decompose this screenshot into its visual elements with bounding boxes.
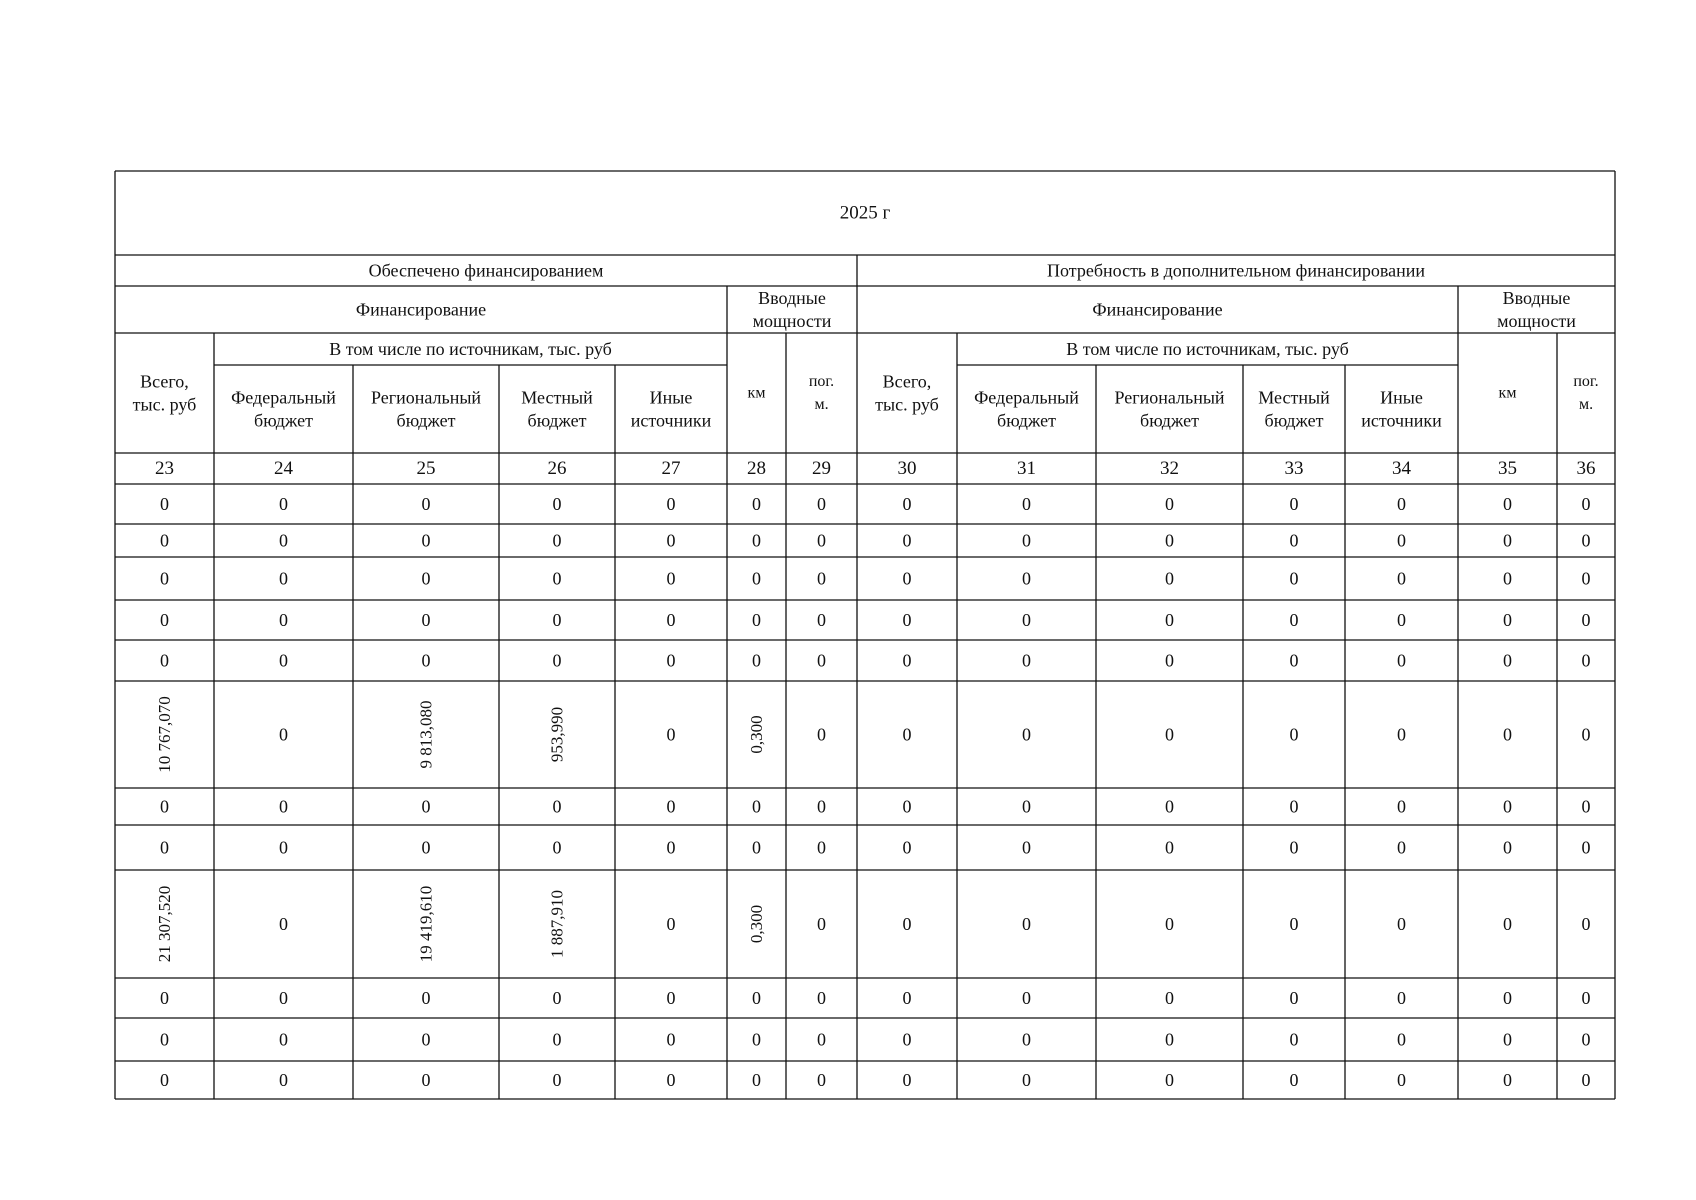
table-cell: 0 xyxy=(421,650,431,671)
table-cell: 19 419,610 xyxy=(416,885,436,963)
sources-header-right: В том числе по источникам, тыс. руб xyxy=(1066,339,1349,359)
table-cell: 0 xyxy=(1397,494,1406,514)
table-cell: 0 xyxy=(279,724,288,745)
table-cell: 0 xyxy=(902,610,912,630)
table-cell: 0 xyxy=(902,1070,912,1090)
table-cell: 0 xyxy=(1289,837,1299,858)
table-cell: 0 xyxy=(1503,914,1512,934)
table-cell: 0 xyxy=(1581,650,1591,671)
table-cell: 0 xyxy=(1503,988,1512,1008)
table-cell: 0 xyxy=(1397,724,1406,745)
table-cell: 0 xyxy=(752,610,761,630)
table-cell: 0 xyxy=(1289,724,1299,745)
table-cell: 0 xyxy=(1397,914,1406,934)
table-cell: 0 xyxy=(1289,610,1299,630)
table-cell: 0 xyxy=(902,568,912,589)
table-cell: 0 xyxy=(1289,650,1299,671)
table-cell: 0 xyxy=(160,796,169,817)
column-number: 28 xyxy=(747,458,766,479)
table-cell: 0 xyxy=(552,988,562,1008)
table-cell: 0 xyxy=(902,724,912,745)
table-cell: 0 xyxy=(1022,568,1031,589)
table-cell: 0 xyxy=(279,530,288,551)
table-cell: 0 xyxy=(279,568,288,589)
table-cell: 0,300 xyxy=(747,715,766,754)
col-header-regional: бюджет xyxy=(396,410,456,431)
table-cell: 0 xyxy=(817,568,826,589)
table-cell: 0 xyxy=(666,494,676,514)
col-header-total: тыс. руб xyxy=(875,394,939,415)
table-cell: 0 xyxy=(279,1029,288,1050)
column-number: 32 xyxy=(1160,458,1179,479)
table-cell: 0 xyxy=(1581,610,1591,630)
sources-header-left: В том числе по источникам, тыс. руб xyxy=(329,339,612,359)
table-cell: 0 xyxy=(1581,1070,1591,1090)
table-cell: 0 xyxy=(1022,1029,1031,1050)
table-cell: 0 xyxy=(1503,610,1512,630)
table-cell: 0 xyxy=(421,988,431,1008)
column-number: 33 xyxy=(1284,458,1304,479)
table-cell: 21 307,520 xyxy=(155,885,174,963)
col-header-local: бюджет xyxy=(1264,410,1324,431)
column-number: 29 xyxy=(812,458,831,479)
table-cell: 0 xyxy=(817,724,826,745)
table-cell: 0 xyxy=(1165,494,1174,514)
table-cell: 0 xyxy=(160,988,169,1008)
table-cell: 0 xyxy=(902,1029,912,1050)
col-header-federal: бюджет xyxy=(997,410,1056,431)
table-cell: 0 xyxy=(552,1070,562,1090)
table-cell: 0 xyxy=(1022,914,1031,934)
column-number: 35 xyxy=(1498,458,1517,479)
table-cell: 0 xyxy=(666,837,676,858)
table-cell: 0 xyxy=(1503,650,1512,671)
col-header-regional: Региональный xyxy=(370,387,482,408)
table-cell: 0 xyxy=(666,914,676,934)
column-number: 30 xyxy=(897,458,917,479)
table-cell: 0 xyxy=(1289,1070,1299,1090)
table-cell: 0 xyxy=(1581,796,1591,817)
table-cell: 0 xyxy=(752,530,761,551)
table-cell: 0 xyxy=(279,837,288,858)
table-cell: 0 xyxy=(752,1070,761,1090)
table-cell: 0 xyxy=(902,796,912,817)
table-cell: 0 xyxy=(421,610,431,630)
table-cell: 0 xyxy=(666,610,676,630)
table-cell: 0,300 xyxy=(747,904,766,944)
table-cell: 0 xyxy=(1165,724,1174,745)
table-cell: 0 xyxy=(552,796,562,817)
financing-header-right: Финансирование xyxy=(1092,299,1223,320)
table-cell: 0 xyxy=(902,988,912,1008)
table-cell: 0 xyxy=(817,1070,826,1090)
table-cell: 0 xyxy=(279,914,288,934)
table-cell: 0 xyxy=(1165,796,1174,817)
table-cell: 0 xyxy=(1397,837,1406,858)
table-cell: 0 xyxy=(666,568,676,589)
col-header-pog-m: м. xyxy=(1578,396,1594,413)
table-cell: 0 xyxy=(552,494,562,514)
table-cell: 0 xyxy=(279,1070,288,1090)
table-cell: 0 xyxy=(160,650,169,671)
table-cell: 0 xyxy=(817,837,826,858)
table-cell: 0 xyxy=(752,1029,761,1050)
table-cell: 0 xyxy=(1022,494,1031,514)
col-header-pog-m: пог. xyxy=(808,373,835,390)
table-cell: 0 xyxy=(421,1029,431,1050)
table-cell: 0 xyxy=(1165,988,1174,1008)
table-cell: 10 767,070 xyxy=(155,696,174,773)
table-cell: 0 xyxy=(1165,530,1174,551)
table-cell: 0 xyxy=(666,530,676,551)
table-cell: 0 xyxy=(752,796,761,817)
table-cell: 0 xyxy=(552,650,562,671)
table-cell: 0 xyxy=(552,837,562,858)
table-cell: 9 813,080 xyxy=(416,700,436,769)
table-cell: 0 xyxy=(279,610,288,630)
table-cell: 1 887,910 xyxy=(547,890,567,958)
col-header-local: Местный xyxy=(1258,387,1330,408)
table-cell: 0 xyxy=(1503,494,1512,514)
table-cell: 0 xyxy=(1503,568,1512,589)
col-header-other: источники xyxy=(1361,410,1442,431)
table-cell: 0 xyxy=(1022,988,1031,1008)
table-cell: 0 xyxy=(160,610,169,630)
table-cell: 0 xyxy=(1397,1029,1406,1050)
table-cell: 0 xyxy=(1397,1070,1406,1090)
table-cell: 0 xyxy=(1165,1070,1174,1090)
table-cell: 0 xyxy=(1581,494,1591,514)
table-cell: 0 xyxy=(552,568,562,589)
col-header-federal: Федеральный xyxy=(974,387,1079,408)
col-header-other: источники xyxy=(630,410,712,431)
col-header-regional: Региональный xyxy=(1114,387,1225,408)
col-header-local: бюджет xyxy=(527,410,587,431)
col-header-pog-m: пог. xyxy=(1573,373,1599,390)
table-cell: 0 xyxy=(552,610,562,630)
table-cell: 0 xyxy=(902,650,912,671)
table-cell: 0 xyxy=(1289,568,1299,589)
capacity-header-left: Вводные xyxy=(758,288,826,308)
table-cell: 0 xyxy=(817,610,826,630)
col-header-total: Всего, xyxy=(882,371,932,392)
table-cell: 0 xyxy=(666,650,676,671)
col-header-pog-m: м. xyxy=(814,396,829,413)
group-funded-header: Обеспечено финансированием xyxy=(368,260,604,281)
table-cell: 0 xyxy=(1022,1070,1031,1090)
table-cell: 0 xyxy=(279,494,288,514)
col-header-km: км xyxy=(1498,384,1517,402)
column-number: 24 xyxy=(274,458,293,479)
table-cell: 0 xyxy=(1503,1029,1512,1050)
table-cell: 0 xyxy=(160,530,169,551)
column-number: 26 xyxy=(547,458,567,479)
table-cell: 0 xyxy=(1289,1029,1299,1050)
table-cell: 0 xyxy=(279,796,288,817)
table-cell: 0 xyxy=(752,988,761,1008)
table-cell: 0 xyxy=(421,568,431,589)
table-cell: 0 xyxy=(1289,494,1299,514)
col-header-km: км xyxy=(747,384,766,402)
table-cell: 0 xyxy=(1581,530,1591,551)
col-header-total: тыс. руб xyxy=(132,394,197,415)
group-needed-header: Потребность в дополнительном финансировании xyxy=(1047,260,1425,281)
table-cell: 0 xyxy=(752,837,761,858)
table-cell: 0 xyxy=(1165,1029,1174,1050)
table-cell: 0 xyxy=(160,1029,169,1050)
table-cell: 0 xyxy=(1022,530,1031,551)
table-cell: 0 xyxy=(160,1070,169,1090)
table-cell: 0 xyxy=(1397,610,1406,630)
col-header-total: Всего, xyxy=(140,371,189,392)
col-header-local: Местный xyxy=(521,387,593,408)
table-cell: 0 xyxy=(752,650,761,671)
col-header-other: Иные xyxy=(649,387,693,408)
col-header-federal: Федеральный xyxy=(231,387,336,408)
column-number: 23 xyxy=(155,458,174,479)
table-cell: 0 xyxy=(1397,650,1406,671)
table-cell: 0 xyxy=(1022,796,1031,817)
table-cell: 0 xyxy=(1503,837,1512,858)
table-cell: 0 xyxy=(902,914,912,934)
table-cell: 0 xyxy=(1503,796,1512,817)
table-cell: 0 xyxy=(1581,837,1591,858)
financing-header-left: Финансирование xyxy=(355,299,487,320)
table-cell: 0 xyxy=(1289,796,1299,817)
table-cell: 0 xyxy=(1289,914,1299,934)
column-number: 31 xyxy=(1017,458,1036,479)
table-cell: 0 xyxy=(421,494,431,514)
table-cell: 0 xyxy=(666,796,676,817)
table-cell: 0 xyxy=(666,724,676,745)
table-cell: 0 xyxy=(421,530,431,551)
column-number: 34 xyxy=(1392,458,1411,479)
table-cell: 0 xyxy=(1581,724,1591,745)
table-cell: 0 xyxy=(1022,724,1031,745)
column-number: 27 xyxy=(661,458,681,479)
table-cell: 0 xyxy=(1397,530,1406,551)
table-cell: 0 xyxy=(1581,914,1591,934)
col-header-other: Иные xyxy=(1380,387,1423,408)
column-number: 25 xyxy=(416,458,436,479)
col-header-federal: бюджет xyxy=(254,410,313,431)
table-cell: 0 xyxy=(1397,988,1406,1008)
table-cell: 0 xyxy=(817,1029,826,1050)
table-cell: 0 xyxy=(1581,568,1591,589)
col-header-regional: бюджет xyxy=(1140,410,1199,431)
table-cell: 0 xyxy=(1503,724,1512,745)
table-cell: 0 xyxy=(817,796,826,817)
table-cell: 0 xyxy=(279,650,288,671)
table-cell: 0 xyxy=(1165,568,1174,589)
table-cell: 0 xyxy=(552,1029,562,1050)
table-cell: 0 xyxy=(1022,837,1031,858)
table-cell: 0 xyxy=(752,494,761,514)
year-title: 2025 г xyxy=(839,202,891,224)
table-cell: 0 xyxy=(160,837,169,858)
table-cell: 0 xyxy=(552,530,562,551)
table-cell: 0 xyxy=(1165,650,1174,671)
table-cell: 0 xyxy=(666,1029,676,1050)
table-cell: 953,990 xyxy=(547,706,567,763)
table-cell: 0 xyxy=(1397,796,1406,817)
table-cell: 0 xyxy=(1022,650,1031,671)
table-cell: 0 xyxy=(1503,1070,1512,1090)
table-cell: 0 xyxy=(1503,530,1512,551)
table-cell: 0 xyxy=(1581,988,1591,1008)
column-number: 36 xyxy=(1576,458,1596,479)
table-cell: 0 xyxy=(421,796,431,817)
table-cell: 0 xyxy=(1397,568,1406,589)
table-cell: 0 xyxy=(160,494,169,514)
table-cell: 0 xyxy=(421,837,431,858)
table-cell: 0 xyxy=(817,530,826,551)
capacity-header-right: мощности xyxy=(1497,311,1576,331)
capacity-header-right: Вводные xyxy=(1502,288,1571,308)
table-cell: 0 xyxy=(1165,914,1174,934)
table-cell: 0 xyxy=(902,494,912,514)
table-cell: 0 xyxy=(279,988,288,1008)
capacity-header-left: мощности xyxy=(752,311,832,331)
table-cell: 0 xyxy=(817,988,826,1008)
table-cell: 0 xyxy=(1289,530,1299,551)
table-cell: 0 xyxy=(752,568,761,589)
table-cell: 0 xyxy=(817,650,826,671)
table-cell: 0 xyxy=(421,1070,431,1090)
table-cell: 0 xyxy=(902,837,912,858)
table-cell: 0 xyxy=(666,1070,676,1090)
table-cell: 0 xyxy=(1581,1029,1591,1050)
table-cell: 0 xyxy=(160,568,169,589)
table-cell: 0 xyxy=(666,988,676,1008)
table-cell: 0 xyxy=(902,530,912,551)
table-cell: 0 xyxy=(1165,610,1174,630)
table-cell: 0 xyxy=(817,494,826,514)
table-cell: 0 xyxy=(817,914,826,934)
table-cell: 0 xyxy=(1289,988,1299,1008)
table-cell: 0 xyxy=(1022,610,1031,630)
table-cell: 0 xyxy=(1165,837,1174,858)
